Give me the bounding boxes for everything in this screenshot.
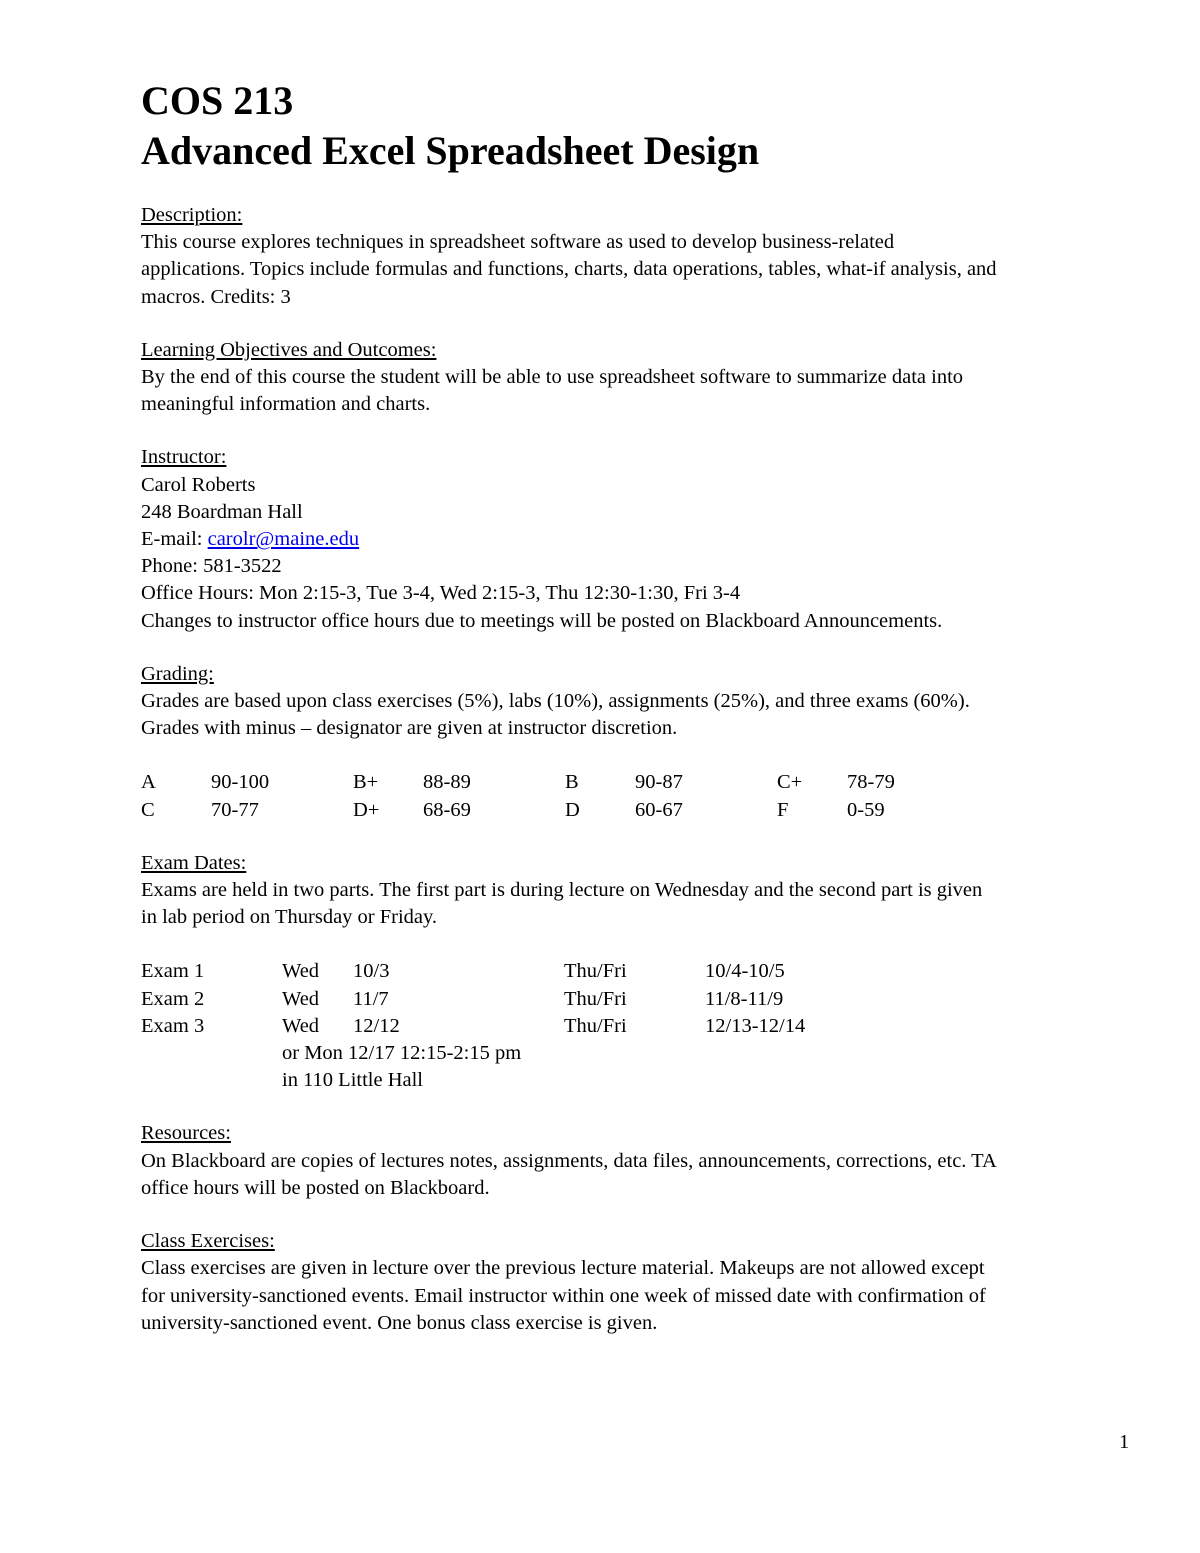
email-link[interactable]: carolr@maine.edu <box>207 528 360 551</box>
exam-date1: 12/12 <box>353 1014 400 1037</box>
class-exercises-heading: Class Exercises: <box>141 1230 275 1253</box>
exam-alt-line: or Mon 12/17 12:15-2:15 pm <box>282 1042 522 1065</box>
grade-range: 90-87 <box>635 771 683 794</box>
grade-letter: C <box>141 798 155 821</box>
resources-line: On Blackboard are copies of lectures notes, assignments, data files, announcements, corrections, etc. TA <box>141 1149 997 1172</box>
grade-range: 70-77 <box>211 798 259 821</box>
class-exercises-line: university-sanctioned event. One bonus class exercise is given. <box>141 1311 658 1334</box>
instructor-heading: Instructor: <box>141 446 227 469</box>
grade-letter: A <box>141 771 156 794</box>
exam-alt-row <box>141 1067 805 1094</box>
description-line: This course explores techniques in spreadsheet software as used to develop business-related <box>141 231 895 254</box>
grade-range: 0-59 <box>847 798 885 821</box>
exam-day1: Wed <box>282 960 320 983</box>
grade-letter: D+ <box>353 798 380 821</box>
objectives-line: meaningful information and charts. <box>141 393 431 416</box>
exam-date1: 11/7 <box>353 987 389 1010</box>
exam-date2: 10/4-10/5 <box>705 960 785 983</box>
grading-line: Grades are based upon class exercises (5%), labs (10%), assignments (25%), and three exams (60%). <box>141 690 970 713</box>
email-label: E-mail: <box>141 528 208 551</box>
instructor-name: Carol Roberts <box>141 473 256 496</box>
instructor-office: 248 Boardman Hall <box>141 500 303 523</box>
page-number: 1 <box>1119 1431 1130 1453</box>
grade-range: 68-69 <box>423 798 471 821</box>
exam-day2: Thu/Fri <box>564 987 627 1010</box>
grade-letter: B+ <box>353 771 379 794</box>
exam-dates-heading: Exam Dates: <box>141 851 247 874</box>
exam-dates-line: in lab period on Thursday or Friday. <box>141 906 438 929</box>
exam-date2: 12/13-12/14 <box>705 1014 806 1037</box>
class-exercises-line: for university-sanctioned events. Email instructor within one week of missed date with confirmation of <box>141 1284 986 1307</box>
resources-line: office hours will be posted on Blackboard. <box>141 1176 490 1199</box>
exam-row <box>141 986 805 1013</box>
exam-name: Exam 3 <box>141 1014 205 1037</box>
exam-day2: Thu/Fri <box>564 1014 627 1037</box>
exam-name: Exam 1 <box>141 960 205 983</box>
exam-day1: Wed <box>282 987 320 1010</box>
description-line: macros. Credits: 3 <box>141 285 291 308</box>
exam-date2: 11/8-11/9 <box>705 987 784 1010</box>
resources-heading: Resources: <box>141 1122 231 1145</box>
grade-letter: F <box>777 798 789 821</box>
grade-range: 88-89 <box>423 771 471 794</box>
course-title: Advanced Excel Spreadsheet Design <box>141 128 760 173</box>
exam-row <box>141 1013 805 1040</box>
description-heading: Description: <box>141 204 243 226</box>
grade-letter: C+ <box>777 771 803 794</box>
grade-range: 60-67 <box>635 798 683 821</box>
grade-scale-row <box>141 769 895 796</box>
exam-row <box>141 958 805 985</box>
grade-letter: B <box>565 771 579 794</box>
instructor-phone: Phone: 581-3522 <box>141 555 282 578</box>
class-exercises-line: Class exercises are given in lecture over the previous lecture material. Makeups are not allowed except <box>141 1257 985 1280</box>
exam-day1: Wed <box>282 1014 320 1037</box>
grade-scale-row <box>141 797 895 824</box>
exam-date1: 10/3 <box>353 960 390 983</box>
grading-line: Grades with minus – designator are given at instructor discretion. <box>141 717 678 740</box>
objectives-line: By the end of this course the student will be able to use spreadsheet software to summarize data into <box>141 366 964 389</box>
grade-range: 78-79 <box>847 771 895 794</box>
grade-letter: D <box>565 798 580 821</box>
instructor-office-hours: Office Hours: Mon 2:15-3, Tue 3-4, Wed 2:15-3, Thu 12:30-1:30, Fri 3-4 <box>141 582 741 605</box>
objectives-heading: Learning Objectives and Outcomes: <box>141 338 437 361</box>
exam-alt-row <box>141 1040 805 1067</box>
grade-scale-table <box>141 769 895 823</box>
instructor-email-row <box>141 526 1141 553</box>
exam-name: Exam 2 <box>141 987 205 1010</box>
exam-schedule-table <box>141 958 805 1094</box>
exam-alt-line: in 110 Little Hall <box>282 1069 424 1092</box>
office-hours-note: Changes to instructor office hours due to meetings will be posted on Blackboard Announcements. <box>141 609 943 632</box>
page-content <box>141 76 1141 1337</box>
grade-range: 90-100 <box>211 771 270 794</box>
exam-day2: Thu/Fri <box>564 960 627 983</box>
description-line: applications. Topics include formulas and functions, charts, data operations, tables, what-if analysis, and <box>141 258 997 281</box>
exam-dates-line: Exams are held in two parts. The first part is during lecture on Wednesday and the second part is given <box>141 879 983 902</box>
course-code: COS 213 <box>141 78 294 123</box>
grading-heading: Grading: <box>141 662 214 685</box>
